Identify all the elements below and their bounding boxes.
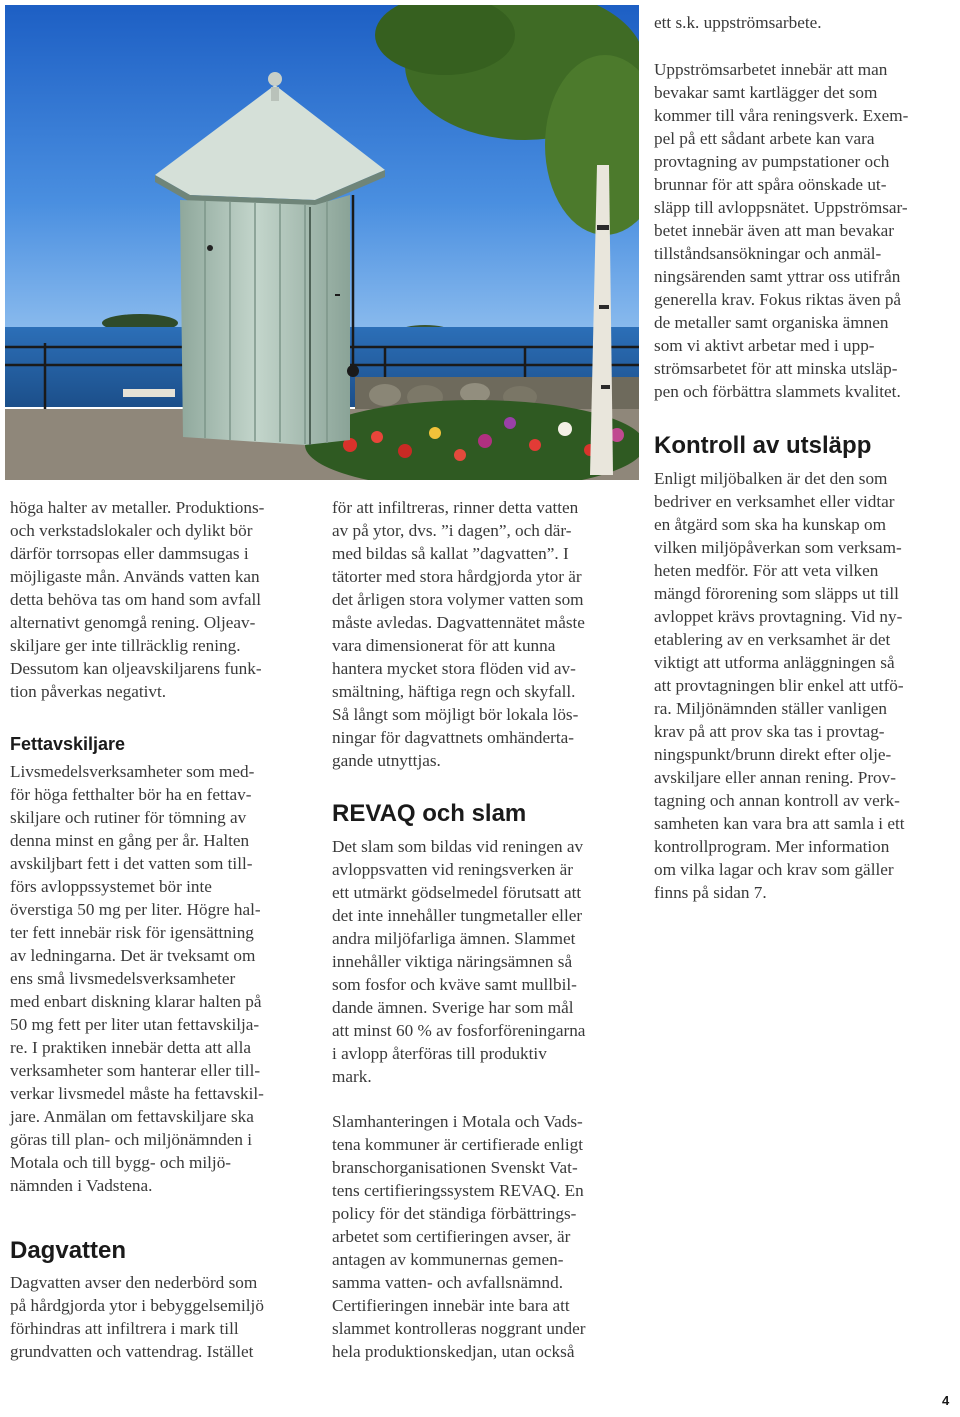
text-line: de metaller samt organiska ämnen [654,313,889,332]
text-line: av ledningarna. Det är tveksamt om [10,946,256,965]
text-line: andra miljöfarliga ämnen. Slammet [332,929,576,948]
text-line: viktigt att utforma anläggningen så [654,653,895,672]
text-line: provtagning av pumpstationer och [654,152,890,171]
text-line: som fosfor och kväve samt mullbil- [332,975,577,994]
text-line: avloppet krävs provtagning. Vid ny- [654,607,903,626]
text-line: för höga fetthalter bör ha en fettav- [10,785,252,804]
text-line: ra. Miljönämnden ställer vanligen [654,699,887,718]
text-line: detta behöva tas om hand som avfall [10,590,262,609]
text-line: Enligt miljöbalken är det den som [654,469,888,488]
text-line: ens små livsmedelsverksamheter [10,969,236,988]
text-line: smältning, häftiga regn och skyfall. [332,682,576,701]
text-line: släpp till avloppsnätet. Uppströmsar- [654,198,908,217]
text-line: med enbart diskning klarar halten på [10,992,262,1011]
text-line: ningspunkt/brunn direkt efter olje- [654,745,892,764]
text-line: tätorter med stora hårdgjorda ytor är [332,567,582,586]
heading-revaq-och-slam: REVAQ och slam [332,800,527,827]
text-line: kommer till våra reningsverk. Exem- [654,106,909,125]
text-line: kontrollprogram. Mer information [654,837,890,856]
text-line: Livsmedelsverksamheter som med- [10,762,255,781]
text-line: avloppsvatten vid reningsverken är [332,860,574,879]
text-line: för att infiltreras, rinner detta vatten [332,498,579,517]
text-line: Dessutom kan oljeavskiljarens funk- [10,659,262,678]
text-line: avskiljbart fett i det vatten som till- [10,854,253,873]
text-line: och verkstadslokaler och dylikt bör [10,521,253,540]
text-line: denna minst en gång per år. Halten [10,831,250,850]
text-line: Slamhanteringen i Motala och Vads- [332,1112,583,1131]
text-line: förhindras att infiltrera i mark till [10,1319,239,1338]
text-line: tillståndsansökningar och anmäl- [654,244,882,263]
text-line: Motala och till bygg- och miljö- [10,1153,232,1172]
text-line: hela produktionskedjan, utan också [332,1342,575,1361]
text-line: Så långt som möjligt bör lokala lös- [332,705,579,724]
text-line: det inte innehåller tungmetaller eller [332,906,583,925]
text-line: ett s.k. uppströmsarbete. [654,13,822,32]
text-line: vara dimensionerat för att kunna [332,636,556,655]
column-middle [332,496,642,1376]
text-line: som vi aktivt arbetar med i upp- [654,336,875,355]
text-line: tena kommuner är certifierade enligt [332,1135,584,1154]
text-line: av på ytor, dvs. ”i dagen”, och där- [332,521,572,540]
text-line: 50 mg fett per liter utan fettavskilja- [10,1015,260,1034]
text-line: nämnden i Vadstena. [10,1176,153,1195]
column-left [10,496,320,1376]
text-line: jare. Anmälan om fettavskiljare ska [10,1107,254,1126]
text-line: hantera mycket stora flöden vid av- [332,659,576,678]
text-line: brunnar för att spåra oönskade ut- [654,175,887,194]
text-line: gande utnyttjas. [332,751,441,770]
text-line: det årligen stora volymer vatten som [332,590,584,609]
text-line: alternativt genomgå rening. Oljeav- [10,613,256,632]
text-line: överstiga 50 mg per liter. Högre hal- [10,900,261,919]
text-line: policy för det ständiga förbättrings- [332,1204,577,1223]
text-line: skiljare och rutiner för tömning av [10,808,247,827]
text-line: pen och förbättra slammets kvalitet. [654,382,901,401]
text-line: att provtagningen blir enkel att utfö- [654,676,904,695]
text-line: på hårdgjorda ytor i bebyggelsemiljö [10,1296,264,1315]
text-line: möjligaste mån. Används vatten kan [10,567,260,586]
page-number: 4 [942,1393,950,1408]
bench [123,389,175,397]
text-line: förs avloppssystemet bör inte [10,877,212,896]
text-line: verkar livsmedel måste ha fettavskil- [10,1084,264,1103]
text-line: därför torrsopas eller dammsugas i [10,544,249,563]
heading-fettavskiljare: Fettavskiljare [10,734,126,754]
text-line: Dagvatten avser den nederbörd som [10,1273,258,1292]
text-line: tion påverkas negativt. [10,682,167,701]
text-line: verksamheter som hanterar eller till- [10,1061,261,1080]
text-line: bevakar samt kartlägger det som [654,83,878,102]
text-line: med bildas så kallat ”dagvatten”. I [332,544,569,563]
text-line: re. I praktiken innebär detta att alla [10,1038,251,1057]
text-line: om vilka lagar och krav som gäller [654,860,894,879]
text-line: antagen av kommunernas gemen- [332,1250,564,1269]
text-line: mark. [332,1067,372,1086]
text-line: Det slam som bildas vid reningen av [332,837,584,856]
text-line: tens certifieringssystem REVAQ. En [332,1181,584,1200]
text-line: skiljare ger inte tillräcklig rening. [10,636,241,655]
text-line: ningsärenden samt yttrar oss utifrån [654,267,901,286]
text-line: ningar för dagvattnets omhänderta- [332,728,574,747]
text-line: generella krav. Fokus riktas även på [654,290,902,309]
text-line: i avlopp återföras till produktiv [332,1044,547,1063]
text-line: samheten kan vara bra att samla i ett [654,814,905,833]
text-line: strömsarbetet för att minska utsläp- [654,359,898,378]
text-line: avskiljare eller annan rening. Prov- [654,768,896,787]
text-line: måste avledas. Dagvattennätet måste [332,613,585,632]
photo-pump-house-by-lake [5,5,639,480]
text-line: höga halter av metaller. Produktions- [10,498,265,517]
text-line: heten medför. För att veta vilken [654,561,879,580]
text-line: Certifieringen innebär inte bara att [332,1296,570,1315]
text-line: att minst 60 % av fosforföreningarna [332,1021,586,1040]
text-line: betet innebär även att man bevakar [654,221,895,240]
heading-kontroll-av-utslapp: Kontroll av utsläpp [654,432,872,459]
text-line: pel på ett sådant arbete kan vara [654,129,875,148]
text-line: etablering av en verksamhet är det [654,630,891,649]
text-line: krav på att prov ska tas i provtag- [654,722,885,741]
text-line: en åtgärd som ska ha kunskap om [654,515,886,534]
column-right [654,11,954,911]
text-line: ter fett innebär risk för igensättning [10,923,254,942]
text-line: tagning och annan kontroll av verk- [654,791,900,810]
text-line: arbetet som certifieringen avser, är [332,1227,571,1246]
text-line: mängd förorening som släpps ut till [654,584,899,603]
heading-dagvatten: Dagvatten [10,1237,127,1264]
text-line: vilken miljöpåverkan som verksam- [654,538,902,557]
text-line: ett utmärkt gödselmedel förutsatt att [332,883,582,902]
text-line: branschorganisationen Svenskt Vat- [332,1158,578,1177]
text-line: innehåller viktiga näringsämnen så [332,952,573,971]
text-line: Uppströmsarbetet innebär att man [654,60,888,79]
text-line: dande ämnen. Sverige har som mål [332,998,574,1017]
text-line: grundvatten och vattendrag. Istället [10,1342,254,1361]
text-line: samma vatten- och avfallsnämnd. [332,1273,563,1292]
text-line: finns på sidan 7. [654,883,767,902]
text-line: slammet kontrolleras noggrant under [332,1319,586,1338]
text-line: bedriver en verksamhet eller vidtar [654,492,895,511]
text-line: göras till plan- och miljönämnden i [10,1130,253,1149]
